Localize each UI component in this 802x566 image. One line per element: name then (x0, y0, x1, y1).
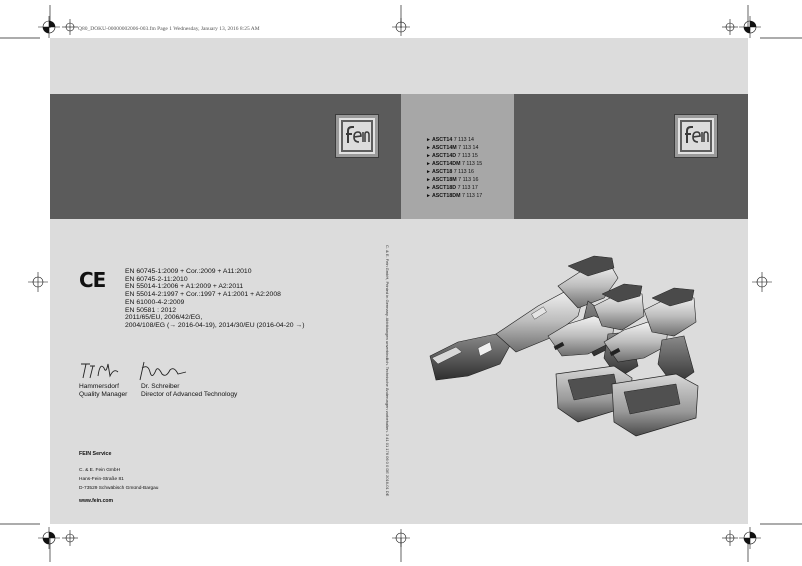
address-line: D-73529 Schwäbisch Gmünd-Bargau (79, 486, 159, 491)
signatory-name: Dr. Schreiber (141, 383, 180, 390)
triangle-icon: ► (426, 145, 431, 151)
model-row: ►ASCT18M 7 113 16 (426, 177, 479, 183)
service-title: FEIN Service (79, 451, 112, 457)
model-row: ►ASCT14DM 7 113 15 (426, 161, 483, 167)
spine-text: C. & E. Fein GmbH, Printed in Germany. Abbildungen unverbindlich. Technische Änderungen vorbehalten. 3 41 01 176 06 0 0 DE 2016-01 DE (385, 245, 390, 497)
signatory-hammersdorf (79, 383, 127, 399)
fein-logo-right (674, 114, 718, 158)
standard-line: EN 50581 : 2012 (125, 306, 177, 314)
model-list (426, 136, 482, 200)
signatory-role: Quality Manager (79, 391, 128, 398)
model-row: ►ASCT14M 7 113 14 (426, 145, 479, 151)
signatory-name: Hammersdorf (79, 383, 119, 390)
standards-list (125, 268, 304, 330)
fein-logo-left (335, 114, 379, 158)
model-row: ►ASCT18DM 7 113 17 (426, 193, 483, 199)
standard-line: EN 61000-4-2:2009 (125, 298, 185, 306)
standard-line: EN 55014-1:2006 + A1:2009 + A2:2011 (125, 283, 244, 291)
triangle-icon: ► (426, 153, 431, 159)
address-line: Hans-Fein-Straße 81 (79, 477, 124, 482)
handwritten-signatures (78, 358, 218, 384)
signatory-schreiber (141, 383, 237, 399)
registration-mark-tl (38, 16, 60, 38)
model-row: ►ASCT18 7 113 16 (426, 169, 474, 175)
service-address (79, 466, 158, 493)
triangle-icon: ► (426, 137, 431, 143)
signatory-role: Director of Advanced Technology (141, 391, 238, 398)
model-row: ►ASCT18D 7 113 17 (426, 185, 478, 191)
triangle-icon: ► (426, 177, 431, 183)
triangle-icon: ► (426, 193, 431, 199)
screwdriver-product-image (418, 246, 728, 446)
triangle-icon: ► (426, 169, 431, 175)
standard-line: EN 60745-2-11:2010 (125, 275, 188, 283)
standard-line: EN 55014-2:1997 + Cor.:1997 + A1:2001 + A2:2008 (125, 291, 281, 299)
triangle-icon: ► (426, 161, 431, 167)
standard-line: EN 60745-1:2009 + Cor.:2009 + A11:2010 (125, 268, 252, 275)
standard-line: 2004/108/EG (→ 2016-04-19), 2014/30/EU (2016-04-20 →) (125, 321, 305, 329)
triangle-icon: ► (426, 185, 431, 191)
fein-logo-icon (336, 115, 378, 157)
address-line: C. & E. Fein GmbH (79, 468, 121, 473)
fein-logo-icon (675, 115, 717, 157)
model-row: ►ASCT14D 7 113 15 (426, 153, 478, 159)
model-row: ►ASCT14 7 113 14 (426, 137, 474, 143)
standard-line: 2011/65/EU, 2006/42/EG, (125, 314, 203, 322)
ce-mark: CE (79, 268, 106, 292)
website-link[interactable]: www.fein.com (79, 498, 114, 504)
print-header: Q80_DOKU-00000002006-003.fm Page 1 Wednesday, January 13, 2016 8:25 AM (78, 26, 260, 32)
